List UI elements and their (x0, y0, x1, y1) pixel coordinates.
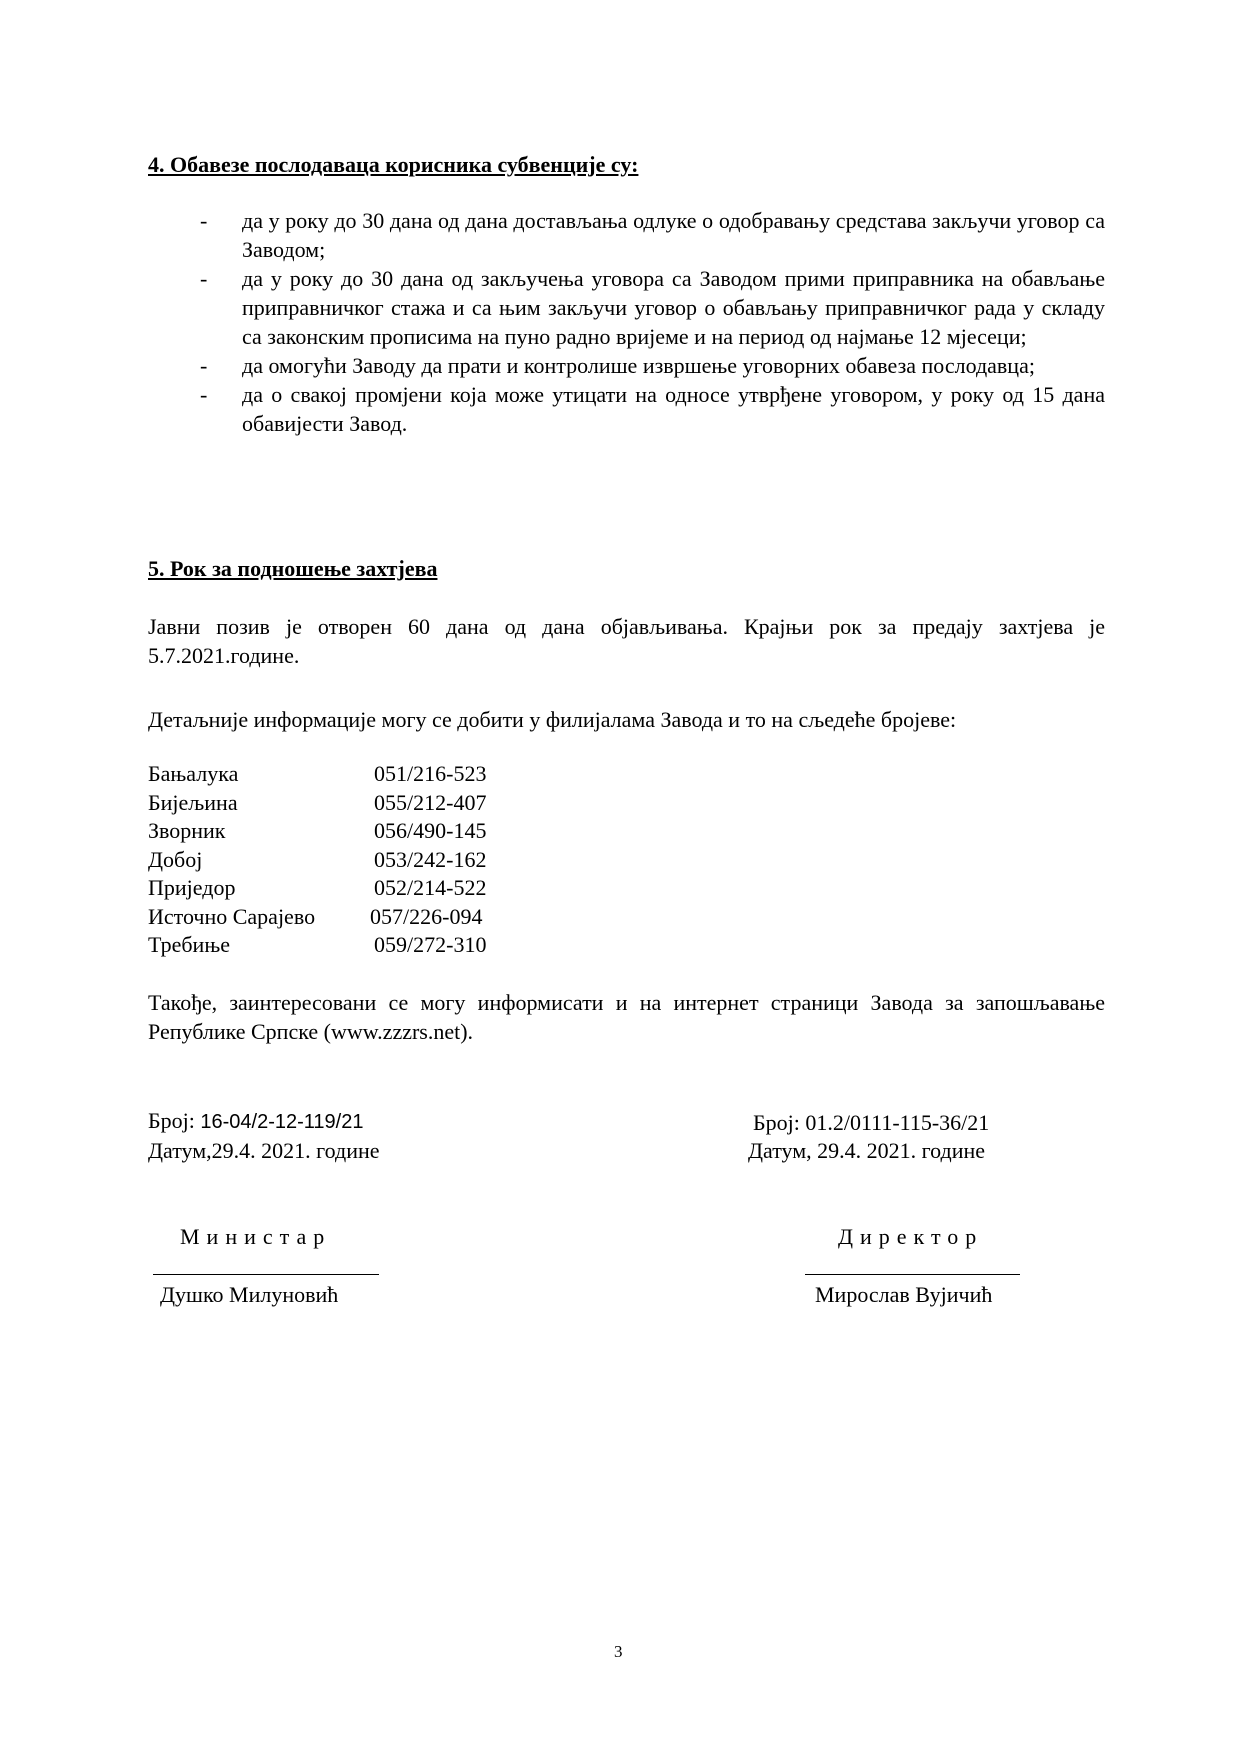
right-number: Број: 01.2/0111-115-36/21 (753, 1110, 990, 1135)
left-number-line (148, 1108, 363, 1134)
contact-phone: 056/490-145 (374, 818, 487, 843)
right-signature-line (805, 1274, 1020, 1275)
left-signature-line (153, 1274, 379, 1275)
contact-phone: 051/216-523 (374, 761, 487, 786)
page-number: 3 (614, 1642, 623, 1661)
bullet-marker: - (200, 353, 208, 378)
contact-city: Бијељина (148, 789, 238, 815)
list-item-text: да у року до 30 дана од закључења уговора са Заводом прими приправника на обављање приправничког стажа и са њим закључи уговор о обављању приправничког рада у складу са законским прописима на пуно радно вријеме и на период од најмање 12 мјесеци; (242, 266, 1105, 349)
left-number-label: Број: (148, 1108, 201, 1133)
contact-phone: 053/242-162 (374, 846, 487, 872)
section-4-heading: 4. Обавезе послодаваца корисника субвенције су: (148, 152, 639, 177)
contact-phone: 052/214-522 (374, 875, 487, 900)
list-item-text: да омогући Заводу да прати и контролише извршење уговорних обавеза послодавца; (242, 353, 1035, 378)
list-item (200, 351, 1105, 380)
minister-name: Душко Милуновић (160, 1282, 339, 1307)
info-paragraph: Детаљније информације могу се добити у филијалама Завода и то на сљедеће бројеве: (148, 707, 957, 732)
contact-phone: 055/212-407 (374, 789, 487, 815)
website-paragraph: Такође, заинтересовани се могу информисати и на интернет страници Завода за запошљавање Републике Српске (www.zzzrs.net). (148, 990, 1105, 1044)
section-5-heading: 5. Рок за подношење захтјева (148, 556, 438, 581)
bullet-marker: - (200, 208, 208, 233)
right-date: Датум, 29.4. 2021. године (748, 1138, 986, 1163)
bullet-marker: - (200, 382, 208, 407)
list-item (200, 380, 1105, 438)
minister-title: Министар (180, 1224, 332, 1249)
list-item-text: да о свакој промјени која може утицати на односе утврђене уговором, у року од 15 дана обавијести Завод. (242, 382, 1105, 436)
contact-city: Добој (148, 846, 203, 872)
contact-city: Источно Сарајево (148, 903, 316, 929)
left-date: Датум,29.4. 2021. године (148, 1138, 380, 1163)
list-item (200, 264, 1105, 351)
left-number-value: 16-04/2-12-119/21 (200, 1111, 364, 1133)
director-name: Мирослав Вујичић (815, 1282, 993, 1307)
contact-city: Бањалука (148, 761, 239, 786)
obligations-list (200, 206, 1105, 438)
contact-phone: 057/226-094 (370, 903, 483, 929)
bullet-marker: - (200, 266, 208, 291)
list-item-text: да у року до 30 дана од дана достављања одлуке о одобравању средстава закључи уговор са Заводом; (242, 208, 1105, 262)
contact-phone: 059/272-310 (374, 932, 487, 957)
deadline-paragraph: Јавни позив је отворен 60 дана од дана објављивања. Крајњи рок за предају захтјева је 5.7.2021.године. (148, 614, 1105, 668)
director-title: Директор (838, 1224, 984, 1249)
contact-city: Зворник (148, 818, 226, 843)
contact-city: Требиње (148, 932, 231, 957)
contact-city: Приједор (148, 875, 236, 900)
list-item (200, 206, 1105, 264)
